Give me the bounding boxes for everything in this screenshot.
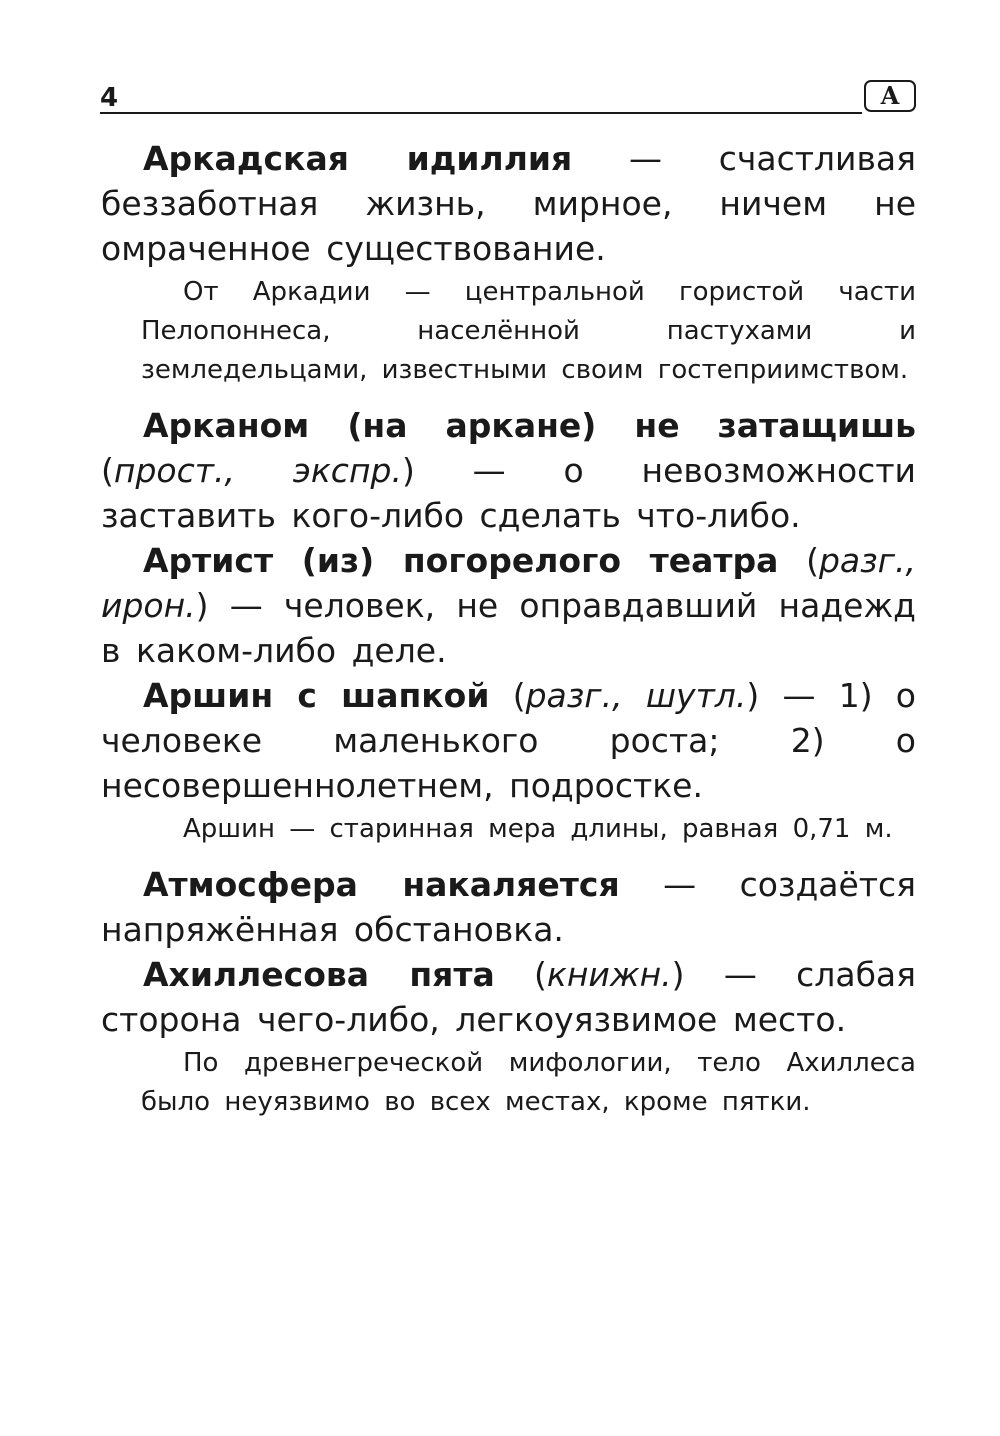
entry-term: Ахиллесова пята xyxy=(143,955,495,994)
entry-term: Аркадская идиллия xyxy=(143,139,573,178)
entry-note: От Аркадии — центральной гористой части Пелопоннеса, населённой пастухами и земледельцами, известными своим гостеприимством. xyxy=(141,277,916,385)
entry-usage-mark: разг., шутл. xyxy=(525,676,747,715)
entry-usage-mark: прост., экспр. xyxy=(113,451,402,490)
entry-definition: — человек, не оправдавший надежд в каком-либо деле. xyxy=(101,586,916,670)
dictionary-entry: Ахиллесова пята (книжн.) — слабая сторона чего-либо, легкоуязвимое место. xyxy=(101,955,916,1039)
entry-note: Аршин — старинная мера длины, равная 0,71 м. xyxy=(183,814,893,844)
entry-definition: — слабая сторона чего-либо, легкоуязвимое место. xyxy=(101,955,916,1039)
dictionary-entry: Аршин с шапкой (разг., шутл.) — 1) о человеке маленького роста; 2) о несовершеннолетнем, подростке. xyxy=(101,676,916,805)
dictionary-content xyxy=(101,136,916,1122)
dictionary-entry xyxy=(101,862,916,952)
page-number: 4 xyxy=(100,83,119,113)
entry-usage-mark: книжн. xyxy=(546,955,672,994)
entry-definition: — счастливая беззаботная жизнь, мирное, ничем не омраченное существование. xyxy=(101,139,916,268)
entry-term: Аршин с шапкой xyxy=(143,676,490,715)
entry-usage-mark: разг., ирон. xyxy=(101,541,916,625)
page-header xyxy=(100,78,916,118)
dictionary-entry: Арканом (на аркане) не затащишь (прост., экспр.) — о невозможности заставить кого-либо сделать что-либо. xyxy=(101,406,916,535)
header-rule xyxy=(100,112,862,114)
section-letter: А xyxy=(864,80,916,112)
entry-note: По древнегреческой мифологии, тело Ахиллеса было неуязвимо во всех местах, кроме пятки. xyxy=(141,1048,916,1117)
dictionary-entry xyxy=(101,136,916,271)
entry-term: Артист (из) погорелого театра xyxy=(143,541,779,580)
entry-term: Арканом (на аркане) не затащишь xyxy=(143,406,916,445)
entry-term: Атмосфера накаляется xyxy=(143,865,620,904)
dictionary-entry: Артист (из) погорелого театра (разг., ирон.) — человек, не оправдавший надежд в каком-либо деле. xyxy=(101,541,916,670)
entry-definition: — создаётся напряжённая обстановка. xyxy=(101,865,917,949)
entry-definition: — 1) о человеке маленького роста; 2) о несовершеннолетнем, подростке. xyxy=(101,676,916,805)
entry-definition: — о невозможности заставить кого-либо сделать что-либо. xyxy=(101,451,916,535)
